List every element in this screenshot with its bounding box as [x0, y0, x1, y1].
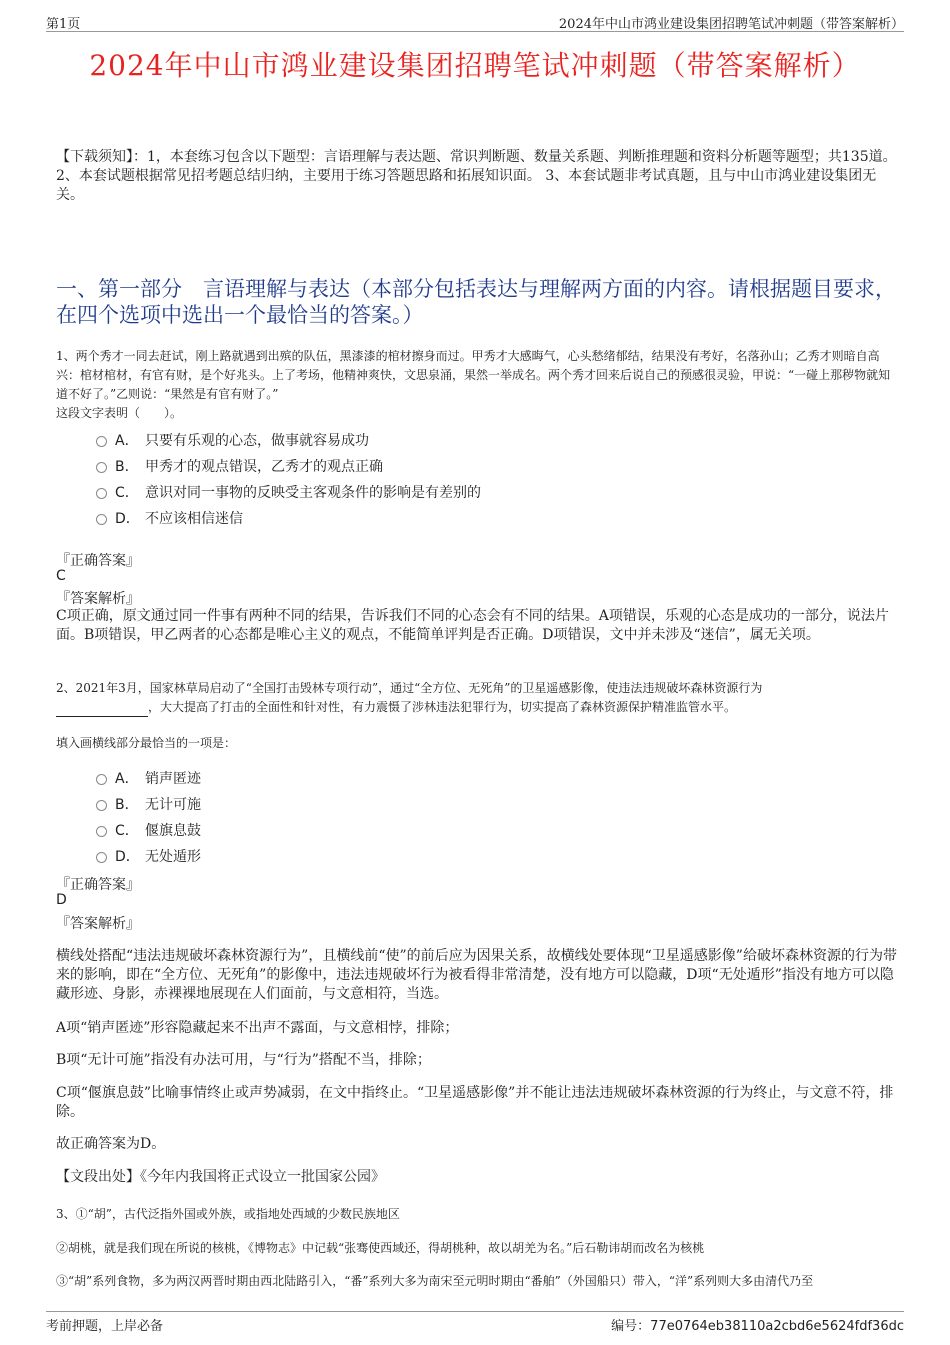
q2-stem	[56, 679, 900, 717]
q1-option-b[interactable]	[96, 456, 383, 476]
option-text: 不应该相信迷信	[145, 511, 243, 527]
option-text: 只要有乐观的心态，做事就容易成功	[145, 433, 369, 449]
fill-blank	[56, 704, 148, 717]
q2-conclusion: 故正确答案为D。	[56, 1136, 166, 1152]
option-text: 无处遁形	[145, 849, 201, 865]
page-title: 2024年中山市鸿业建设集团招聘笔试冲刺题（带答案解析）	[89, 49, 861, 82]
q1-prompt: 这段文字表明（ ）。	[56, 406, 183, 420]
q2-analysis-b: B项“无计可施”指没有办法可用，与“行为”搭配不当，排除；	[56, 1052, 431, 1068]
option-text: 甲秀才的观点错误，乙秀才的观点正确	[145, 459, 383, 475]
option-letter: D．	[115, 511, 140, 527]
q2-option-b[interactable]	[96, 794, 201, 814]
q2-stem-part-b: ，大大提高了打击的全面性和针对性，有力震慑了涉林违法犯罪行为，切实提高了森林资源保护精准监管水平。	[148, 700, 737, 714]
header-page-label: 第1页	[46, 17, 81, 32]
q2-analysis-label: 『答案解析』	[56, 916, 140, 932]
q1-option-d[interactable]	[96, 508, 243, 528]
footer-rule	[46, 1311, 904, 1312]
header-doc-title: 2024年中山市鸿业建设集团招聘笔试冲刺题（带答案解析）	[558, 17, 904, 32]
option-letter: A．	[115, 433, 139, 449]
section-title: 一、第一部分 言语理解与表达（本部分包括表达与理解两方面的内容。请根据题目要求，在四个选项中选出一个最恰当的答案。）	[56, 277, 896, 327]
footer-code-label: 编号：	[611, 1319, 651, 1334]
option-text: 销声匿迹	[145, 771, 201, 787]
option-letter: D．	[115, 849, 140, 865]
q1-analysis-label: 『答案解析』	[56, 591, 140, 607]
q1-answer-label: 『正确答案』	[56, 553, 140, 569]
radio-icon[interactable]	[96, 514, 107, 525]
download-notice: 【下载须知】：1，本套练习包含以下题型：言语理解与表达题、常识判断题、数量关系题、判断推理题和资料分析题等题型；共135道。 2、本套试题根据常见招考题总结归纳，主要用于练习答题思路和拓展知识面。 3、本套试题非考试真题，且与中山市鸿业建设集团无关。	[56, 149, 897, 203]
option-letter: C．	[115, 823, 139, 839]
option-text: 偃旗息鼓	[145, 823, 201, 839]
q3-line-3: ③“胡”系列食物，多为两汉两晋时期由西北陆路引入，“番”系列大多为南宋至元明时期由“番舶”（外国船只）带入，“洋”系列则大多由清代乃至	[56, 1274, 814, 1288]
radio-icon[interactable]	[96, 462, 107, 473]
q2-option-c[interactable]	[96, 820, 201, 840]
q2-source: 【文段出处】《今年内我国将正式设立一批国家公园》	[56, 1169, 385, 1185]
footer-slogan: 考前押题，上岸必备	[46, 1319, 164, 1334]
footer-code	[611, 1315, 904, 1334]
q1-option-a[interactable]	[96, 430, 369, 450]
q1-stem: 1、两个秀才一同去赶试，刚上路就遇到出殡的队伍，黑漆漆的棺材擦身而过。甲秀才大感晦气，心头愁绪郁结，结果没有考好，名落孙山；乙秀才则暗自高兴：棺材棺材，有官有财，是个好兆头。上了考场，他精神爽快，文思泉涌，果然一举成名。两个秀才回来后说自己的预感很灵验，甲说：“一碰上那秽物就知道不好了。”乙则说：“果然是有官有财了。”	[56, 349, 891, 401]
radio-icon[interactable]	[96, 774, 107, 785]
q2-prompt: 填入画横线部分最恰当的一项是：	[56, 736, 237, 750]
q2-stem-part-a: 2、2021年3月，国家林草局启动了“全国打击毁林专项行动”，通过“全方位、无死角”的卫星遥感影像，使违法违规破坏森林资源行为	[56, 681, 763, 695]
radio-icon[interactable]	[96, 488, 107, 499]
q2-analysis-main: 横线处搭配“违法违规破坏森林资源行为”，且横线前“使”的前后应为因果关系，故横线处要体现“卫星遥感影像”给破坏森林资源的行为带来的影响，即在“全方位、无死角”的影像中，违法违规破坏行为被看得非常清楚，没有地方可以隐藏，D项“无处遁形”指没有地方可以隐藏形迹、身影，赤裸裸地展现在人们面前，与文意相符，当选。	[56, 948, 897, 1002]
option-text: 无计可施	[145, 797, 201, 813]
option-letter: B．	[115, 459, 139, 475]
header-rule	[46, 31, 904, 32]
q3-line-1: 3、①“胡”，古代泛指外国或外族，或指地处西域的少数民族地区	[56, 1207, 400, 1221]
radio-icon[interactable]	[96, 436, 107, 447]
q3-line-2: ②胡桃，就是我们现在所说的核桃，《博物志》中记载“张骞使西域还，得胡桃种，故以胡羌为名。”后石勒讳胡而改名为核桃	[56, 1241, 705, 1255]
q1-analysis: C项正确，原文通过同一件事有两种不同的结果，告诉我们不同的心态会有不同的结果。A项错误，乐观的心态是成功的一部分，说法片面。B项错误，甲乙两者的心态都是唯心主义的观点，不能简单评判是否正确。D项错误，文中并未涉及“迷信”，属无关项。	[56, 608, 889, 643]
option-letter: A．	[115, 771, 139, 787]
q1-answer: C	[56, 568, 66, 584]
option-text: 意识对同一事物的反映受主客观条件的影响是有差别的	[145, 485, 481, 501]
radio-icon[interactable]	[96, 800, 107, 811]
radio-icon[interactable]	[96, 826, 107, 837]
option-letter: B．	[115, 797, 139, 813]
footer-code-value: 77e0764eb38110a2cbd6e5624fdf36dc	[650, 1319, 904, 1334]
option-letter: C．	[115, 485, 139, 501]
q2-answer-label: 『正确答案』	[56, 877, 140, 893]
q2-option-a[interactable]	[96, 768, 201, 788]
q2-analysis-a: A项“销声匿迹”形容隐藏起来不出声不露面，与文意相悖，排除；	[56, 1020, 459, 1036]
q2-option-d[interactable]	[96, 846, 201, 866]
q2-answer: D	[56, 892, 67, 908]
q2-analysis-c: C项“偃旗息鼓”比喻事情终止或声势减弱，在文中指终止。“卫星遥感影像”并不能让违法违规破坏森林资源的行为终止，与文意不符，排除。	[56, 1085, 894, 1120]
radio-icon[interactable]	[96, 852, 107, 863]
q1-option-c[interactable]	[96, 482, 481, 502]
